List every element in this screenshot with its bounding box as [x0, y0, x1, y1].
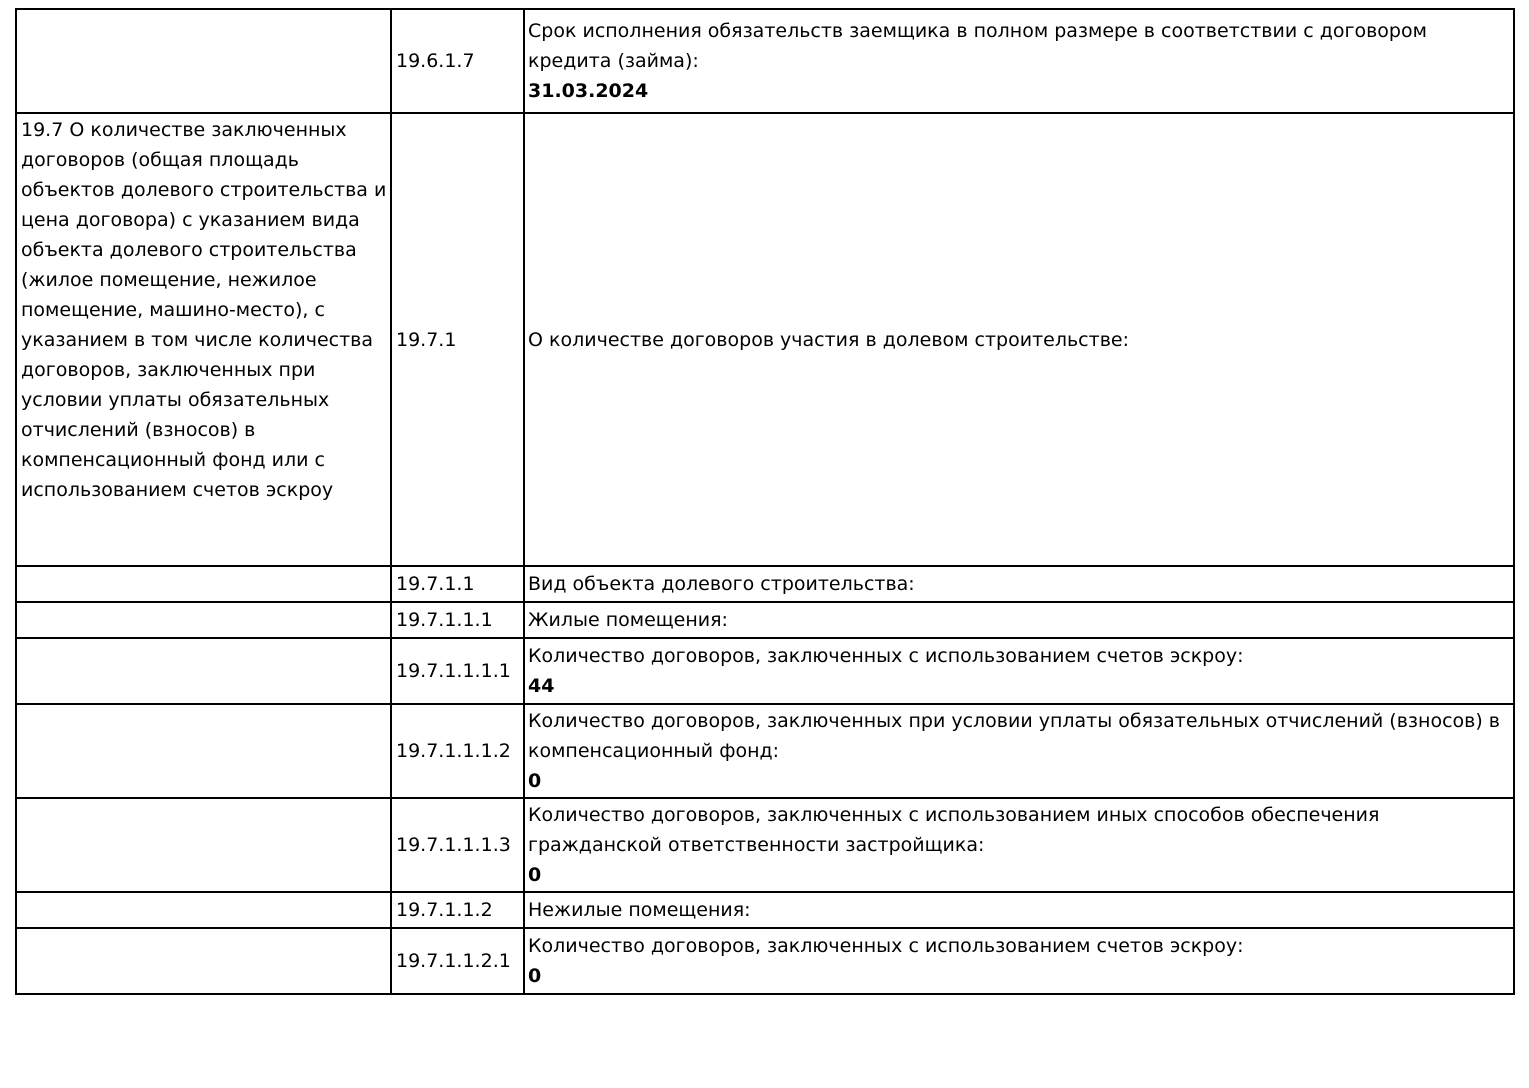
page — [0, 8, 1529, 1088]
section-label-cell — [16, 638, 391, 704]
content-text: Нежилые помещения: — [528, 899, 751, 921]
content-text: Количество договоров, заключенных при условии уплаты обязательных отчислений (взносов) в компенсационный фонд: — [528, 710, 1500, 762]
item-number-cell: 19.7.1.1 — [391, 566, 524, 602]
content-value: 0 — [528, 770, 542, 792]
table-row — [16, 704, 1514, 798]
item-number-cell: 19.7.1.1.2 — [391, 892, 524, 928]
table-row — [16, 892, 1514, 928]
item-number-cell: 19.7.1.1.1.1 — [391, 638, 524, 704]
section-label-cell — [16, 798, 391, 892]
item-number-cell: 19.7.1 — [391, 113, 524, 566]
content-text: Количество договоров, заключенных с использованием иных способов обеспечения гражданской ответственности застройщика: — [528, 804, 1380, 856]
disclosure-table-body — [16, 9, 1514, 994]
content-cell — [524, 892, 1514, 928]
content-value: 44 — [528, 675, 555, 697]
content-cell — [524, 704, 1514, 798]
table-row — [16, 928, 1514, 994]
table-row — [16, 566, 1514, 602]
content-text: Количество договоров, заключенных с использованием счетов эскроу: — [528, 645, 1244, 667]
section-label-cell: 19.7 О количестве заключенных договоров (общая площадь объектов долевого строительства и цена договора) с указанием вида объекта долевого строительства (жилое помещение, нежилое помещение, машино-место), с указанием в том числе количества договоров, заключенных при условии уплаты обязательных отчислений (взносов) в компенсационный фонд или с использованием счетов эскроу — [16, 113, 391, 566]
content-text: Жилые помещения: — [528, 609, 728, 631]
item-number-cell: 19.7.1.1.1.3 — [391, 798, 524, 892]
table-row — [16, 638, 1514, 704]
item-number-cell: 19.7.1.1.2.1 — [391, 928, 524, 994]
content-text: Срок исполнения обязательств заемщика в полном размере в соответствии с договором кредита (займа): — [528, 20, 1427, 72]
section-label-cell — [16, 566, 391, 602]
table-row — [16, 798, 1514, 892]
section-label-cell — [16, 928, 391, 994]
content-cell — [524, 566, 1514, 602]
item-number-cell: 19.6.1.7 — [391, 9, 524, 113]
content-value: 0 — [528, 965, 542, 987]
content-value: 31.03.2024 — [528, 80, 649, 102]
content-text: Вид объекта долевого строительства: — [528, 573, 915, 595]
content-cell — [524, 638, 1514, 704]
section-label-cell — [16, 9, 391, 113]
table-row — [16, 602, 1514, 638]
table-row — [16, 113, 1514, 566]
content-cell — [524, 602, 1514, 638]
content-text: Количество договоров, заключенных с использованием счетов эскроу: — [528, 935, 1244, 957]
content-cell — [524, 9, 1514, 113]
content-cell — [524, 113, 1514, 566]
section-label-cell — [16, 602, 391, 638]
item-number-cell: 19.7.1.1.1 — [391, 602, 524, 638]
item-number-cell: 19.7.1.1.1.2 — [391, 704, 524, 798]
section-label-cell — [16, 704, 391, 798]
disclosure-table — [15, 8, 1515, 995]
content-value: 0 — [528, 864, 542, 886]
section-label-cell — [16, 892, 391, 928]
content-cell — [524, 928, 1514, 994]
table-row — [16, 9, 1514, 113]
content-cell — [524, 798, 1514, 892]
content-text: О количестве договоров участия в долевом строительстве: — [528, 328, 1129, 351]
